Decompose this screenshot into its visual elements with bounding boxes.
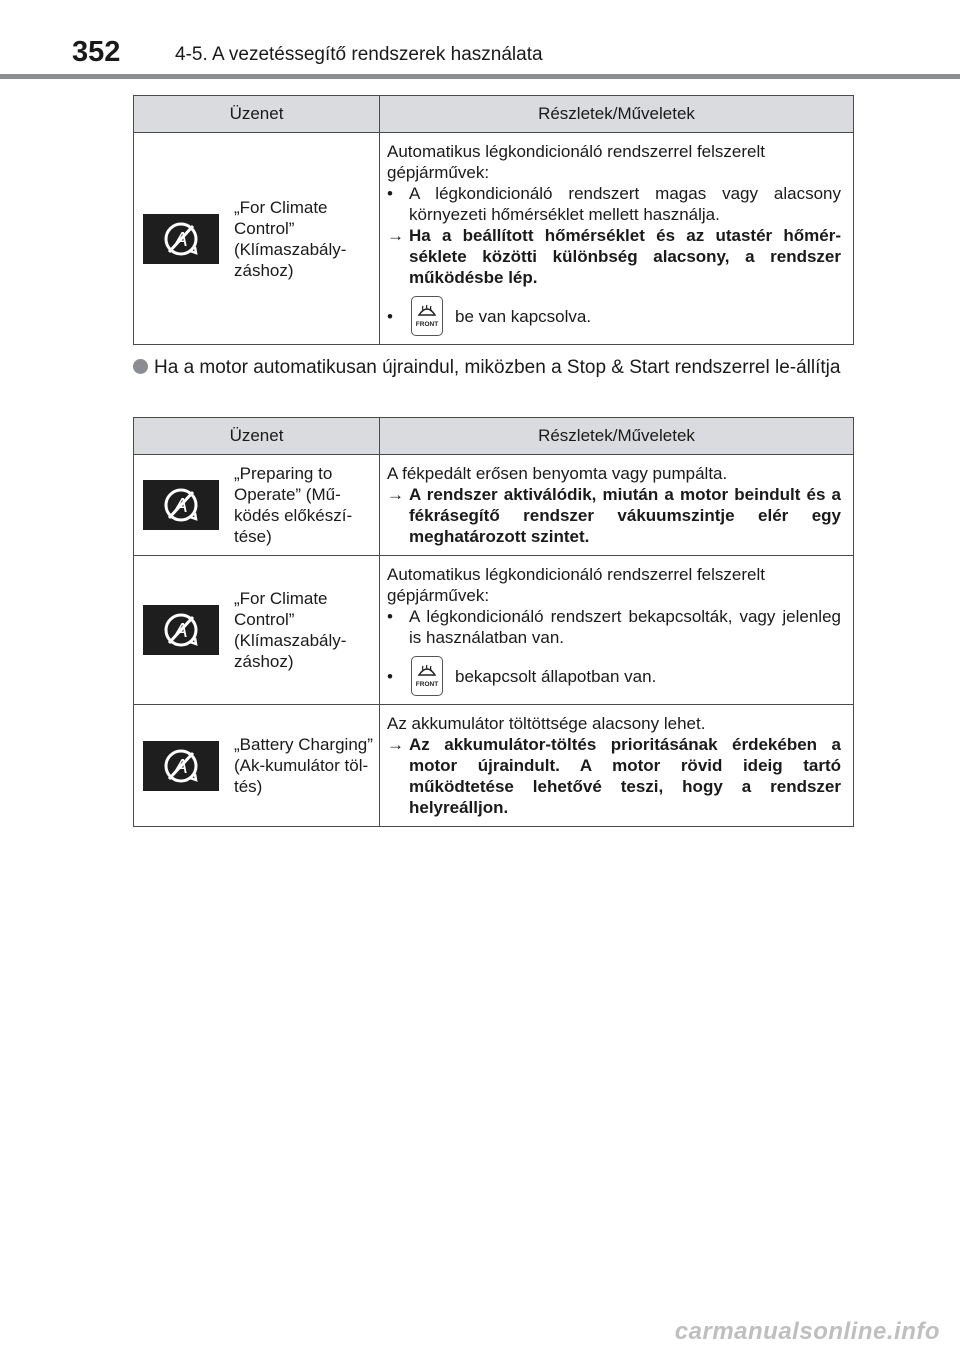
svg-text:A: A xyxy=(174,620,188,642)
details-bullet: • A légkondicionáló rendszert magas vagy alacsony környezeti hőmérséklet mellett használja. xyxy=(387,184,841,224)
note-paragraph: Ha a motor automatikusan újraindul, miközben a Stop & Start rendszerrel le-állítja xyxy=(133,355,857,380)
table-row xyxy=(134,455,854,556)
message-label: „For Climate Control” (Klímaszabály-záshoz) xyxy=(234,589,347,671)
message-table-2 xyxy=(133,417,854,827)
table-header-row xyxy=(134,418,854,455)
details-arrow: → Az akkumulátor-töltés prioritásának érdekében a motor újraindult. A motor rövid ideig tartó működtetése lehetővé teszi, hogy a rendszer helyreálljon. xyxy=(387,735,841,817)
table-row xyxy=(134,133,854,345)
table-row xyxy=(134,556,854,705)
front-defroster-row: • FRONT be van kapcsolva. xyxy=(387,296,841,336)
message-cell xyxy=(134,556,380,705)
message-cell xyxy=(134,133,380,345)
details-arrow: → Ha a beállított hőmérséklet és az utastér hőmér-séklete közötti különbség alacsony, a rendszer működésbe lép. xyxy=(387,226,841,287)
message-label: „Preparing to Operate” (Mű-ködés előkészí-tése) xyxy=(234,464,353,546)
stop-start-off-icon xyxy=(143,741,219,791)
details-line: Az akkumulátor töltöttsége alacsony lehet. xyxy=(387,714,706,733)
column-header-details: Részletek/Műveletek xyxy=(380,418,854,455)
column-header-message: Üzenet xyxy=(134,96,380,133)
table-header-row xyxy=(134,96,854,133)
details-bullet: • A légkondicionáló rendszert bekapcsolták, vagy jelenleg is használatban van. xyxy=(387,607,841,647)
message-label: „For Climate Control” (Klímaszabály-záshoz) xyxy=(234,197,347,280)
details-cell xyxy=(380,133,854,345)
stop-start-off-icon xyxy=(143,605,219,655)
svg-text:A: A xyxy=(174,495,188,517)
table-row xyxy=(134,705,854,827)
svg-text:A: A xyxy=(174,755,188,778)
details-line: Automatikus légkondicionáló rendszerrel felszerelt gépjárművek: xyxy=(387,565,765,605)
header-rule xyxy=(0,74,960,79)
message-cell xyxy=(134,705,380,827)
bullet-dot-icon xyxy=(133,359,148,374)
svg-text:FRONT: FRONT xyxy=(415,321,439,328)
page-number: 352 xyxy=(72,36,121,68)
message-label: „Battery Charging” (Ak-kumulátor töl-tés) xyxy=(234,735,373,796)
message-table-1 xyxy=(133,95,854,345)
watermark: carmanualsonline.info xyxy=(674,1318,940,1345)
details-arrow: → A rendszer aktiválódik, miután a motor beindult és a fékrásegítő rendszer vákuumszintje elér egy meghatározott szintet. xyxy=(387,485,841,546)
details-cell xyxy=(380,705,854,827)
page-header xyxy=(0,0,960,80)
column-header-message: Üzenet xyxy=(134,418,380,455)
details-line: A fékpedált erősen benyomta vagy pumpálta. xyxy=(387,464,728,483)
stop-start-off-icon xyxy=(143,480,219,530)
message-cell xyxy=(134,455,380,556)
details-line: Automatikus légkondicionáló rendszerrel felszerelt gépjárművek: xyxy=(387,142,765,182)
stop-start-icon-letter: A xyxy=(174,228,188,251)
stop-start-off-icon xyxy=(143,214,219,264)
section-title: 4-5. A vezetéssegítő rendszerek használata xyxy=(175,44,543,65)
svg-text:FRONT: FRONT xyxy=(415,681,439,688)
details-cell xyxy=(380,556,854,705)
front-defroster-icon xyxy=(411,656,443,696)
column-header-details: Részletek/Műveletek xyxy=(380,96,854,133)
details-cell xyxy=(380,455,854,556)
front-defroster-row: • FRONT bekapcsolt állapotban van. xyxy=(387,656,841,696)
front-defroster-icon xyxy=(411,296,443,336)
